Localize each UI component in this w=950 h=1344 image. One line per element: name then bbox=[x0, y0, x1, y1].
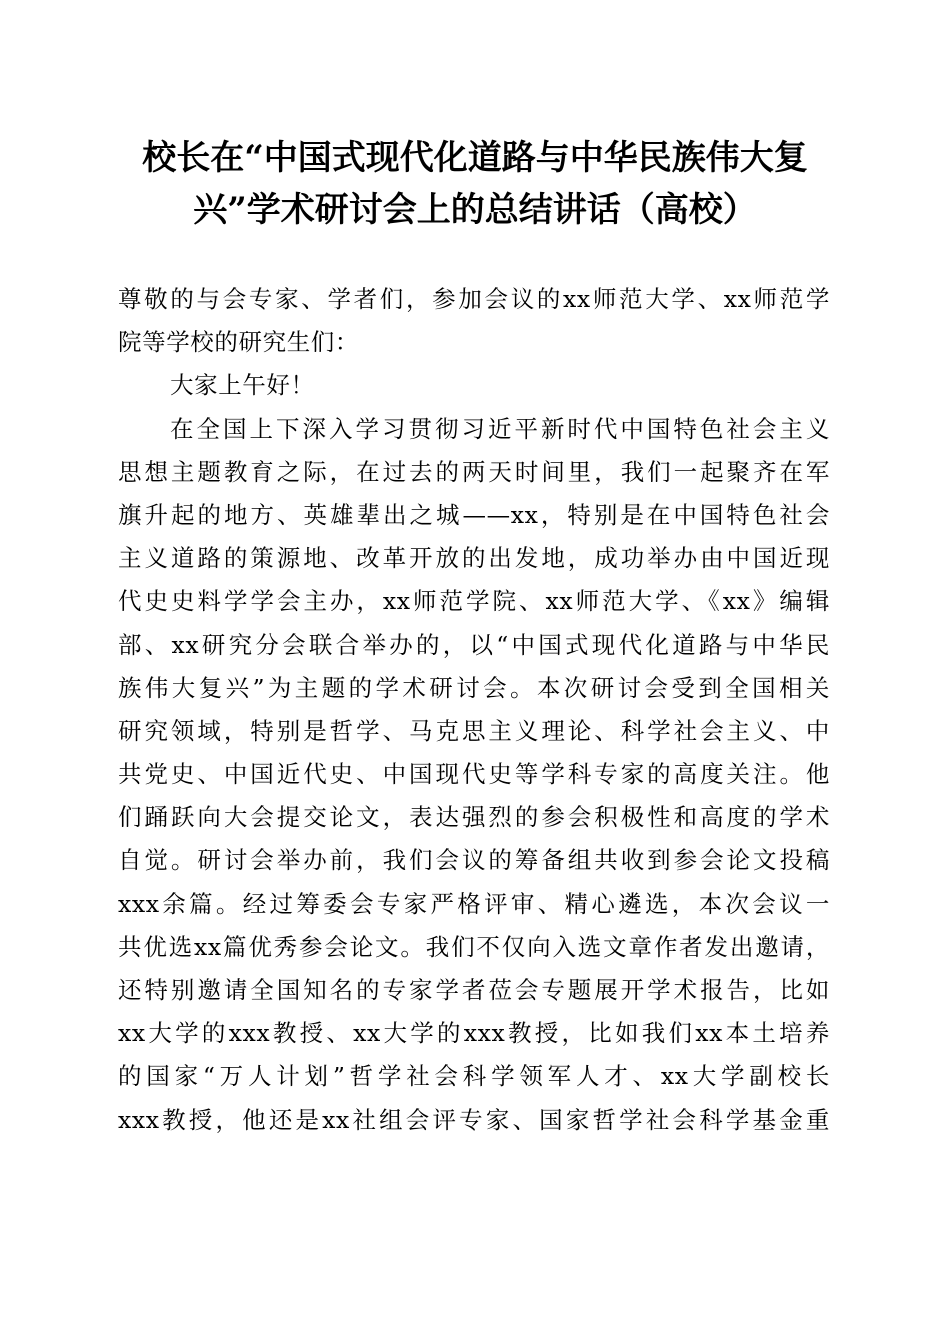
salutation-line: 院等学校的研究生们： bbox=[118, 328, 359, 357]
paragraph-line: xx大学的xxx教授、xx大学的xxx教授，比如我们xx本土培养 bbox=[118, 1019, 830, 1048]
paragraph-line: 共优选xx篇优秀参会论文。我们不仅向入选文章作者发出邀请， bbox=[118, 932, 830, 961]
salutation-line: 尊敬的与会专家、学者们，参加会议的xx师范大学、xx师范学 bbox=[118, 285, 830, 313]
paragraph-line: 还特别邀请全国知名的专家学者莅会专题展开学术报告，比如 bbox=[118, 976, 830, 1004]
title-line: 兴”学术研讨会上的总结讲话（高校） bbox=[193, 190, 757, 230]
paragraph-line: 共党史、中国近代史、中国现代史等学科专家的高度关注。他 bbox=[118, 760, 830, 789]
paragraph-line: xxx余篇。经过筹委会专家严格评审、精心遴选，本次会议一 bbox=[118, 889, 830, 918]
paragraph-line: 的国家“万人计划”哲学社会科学领军人才、xx大学副校长 bbox=[118, 1062, 830, 1091]
paragraph-line: 自觉。研讨会举办前，我们会议的筹备组共收到参会论文投稿 bbox=[118, 846, 830, 875]
greeting: 大家上午好！ bbox=[170, 371, 315, 400]
paragraph-line: 部、xx研究分会联合举办的，以“中国式现代化道路与中华民 bbox=[118, 630, 830, 659]
paragraph-line: 代史史料学学会主办，xx师范学院、xx师范大学、《xx》编辑 bbox=[118, 587, 830, 616]
document-body bbox=[118, 278, 830, 1142]
paragraph-line: 研究领域，特别是哲学、马克思主义理论、科学社会主义、中 bbox=[118, 716, 830, 745]
paragraph-line: 旗升起的地方、英雄辈出之城——xx，特别是在中国特色社会 bbox=[118, 500, 830, 529]
paragraph-line: 族伟大复兴”为主题的学术研讨会。本次研讨会受到全国相关 bbox=[118, 673, 830, 702]
paragraph-line: 在全国上下深入学习贯彻习近平新时代中国特色社会主义 bbox=[170, 414, 830, 443]
paragraph-line: 思想主题教育之际，在过去的两天时间里，我们一起聚齐在军 bbox=[118, 457, 830, 486]
paragraph-line: 主义道路的策源地、改革开放的出发地，成功举办由中国近现 bbox=[118, 544, 830, 573]
paragraph-line: xxx教授，他还是xx社组会评专家、国家哲学社会科学基金重 bbox=[118, 1105, 830, 1134]
document-title bbox=[100, 132, 850, 236]
paragraph-line: 们踊跃向大会提交论文，表达强烈的参会积极性和高度的学术 bbox=[118, 803, 830, 832]
title-line: 校长在“中国式现代化道路与中华民族伟大复 bbox=[142, 138, 808, 178]
